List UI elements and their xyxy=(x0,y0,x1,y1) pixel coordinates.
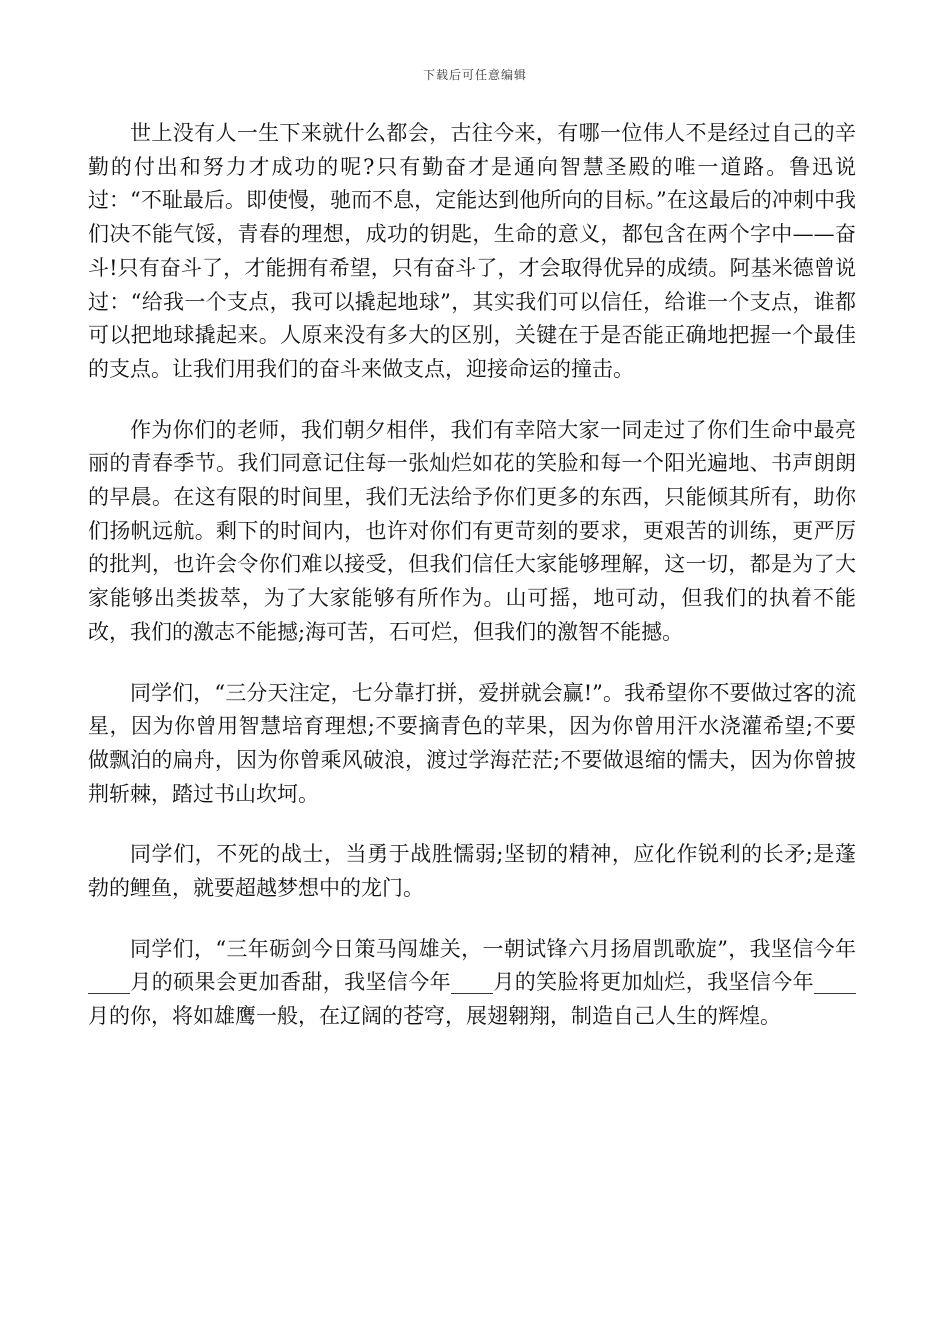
paragraph: 同学们，不死的战士，当勇于战胜懦弱;坚韧的精神，应化作锐利的长矛;是蓬勃的鲤鱼，就要超越梦想中的龙门。 xyxy=(88,842,856,901)
paragraph: 同学们，“三年砺剑今日策马闯雄关，一朝试锋六月扬眉凯歌旋”，我坚信今年____月的硕果会更加香甜，我坚信今年____月的笑脸将更加灿烂，我坚信今年____月的你，将如雄鹰一般，在辽阔的苍穹，展翅翱翔，制造自己人生的辉煌。 xyxy=(88,936,856,1029)
header-note: 下载后可任意编辑 xyxy=(422,68,527,82)
paragraph: 同学们，“三分天注定，七分靠打拼，爱拼就会赢!”。我希望你不要做过客的流星，因为你曾用智慧培育理想;不要摘青色的苹果，因为你曾用汗水浇灌希望;不要做飘泊的扁舟，因为你曾乘风破浪，渡过学海茫茫;不要做退缩的懦夫，因为你曾披荆斩棘，踏过书山坎坷。 xyxy=(88,680,856,806)
paragraph: 世上没有人一生下来就什么都会，古往今来，有哪一位伟人不是经过自己的辛勤的付出和努力才成功的呢?只有勤奋才是通向智慧圣殿的唯一道路。鲁迅说过：“不耻最后。即使慢，驰而不息，定能达到他所向的目标。”在这最后的冲刺中我们决不能气馁，青春的理想，成功的钥匙，生命的意义，都包含在两个字中——奋斗!只有奋斗了，才能拥有希望，只有奋斗了，才会取得优异的成绩。阿基米德曾说过：“给我一个支点，我可以撬起地球”，其实我们可以信任，给谁一个支点，谁都可以把地球撬起来。人原来没有多大的区别，关键在于是否能正确地把握一个最佳的支点。让我们用我们的奋斗来做支点，迎接命运的撞击。 xyxy=(88,121,856,381)
paragraph: 作为你们的老师，我们朝夕相伴，我们有幸陪大家一同走过了你们生命中最亮丽的青春季节。我们同意记住每一张灿烂如花的笑脸和每一个阳光遍地、书声朗朗的早晨。在这有限的时间里，我们无法给予你们更多的东西，只能倾其所有，助你们扬帆远航。剩下的时间内，也许对你们有更苛刻的要求，更艰苦的训练，更严厉的批判，也许会令你们难以接受，但我们信任大家能够理解，这一切，都是为了大家能够出类拔萃，为了大家能够有所作为。山可摇，地可动，但我们的执着不能改，我们的激志不能撼;海可苦，石可烂，但我们的激智不能撼。 xyxy=(88,417,856,644)
document-body xyxy=(88,117,856,1034)
